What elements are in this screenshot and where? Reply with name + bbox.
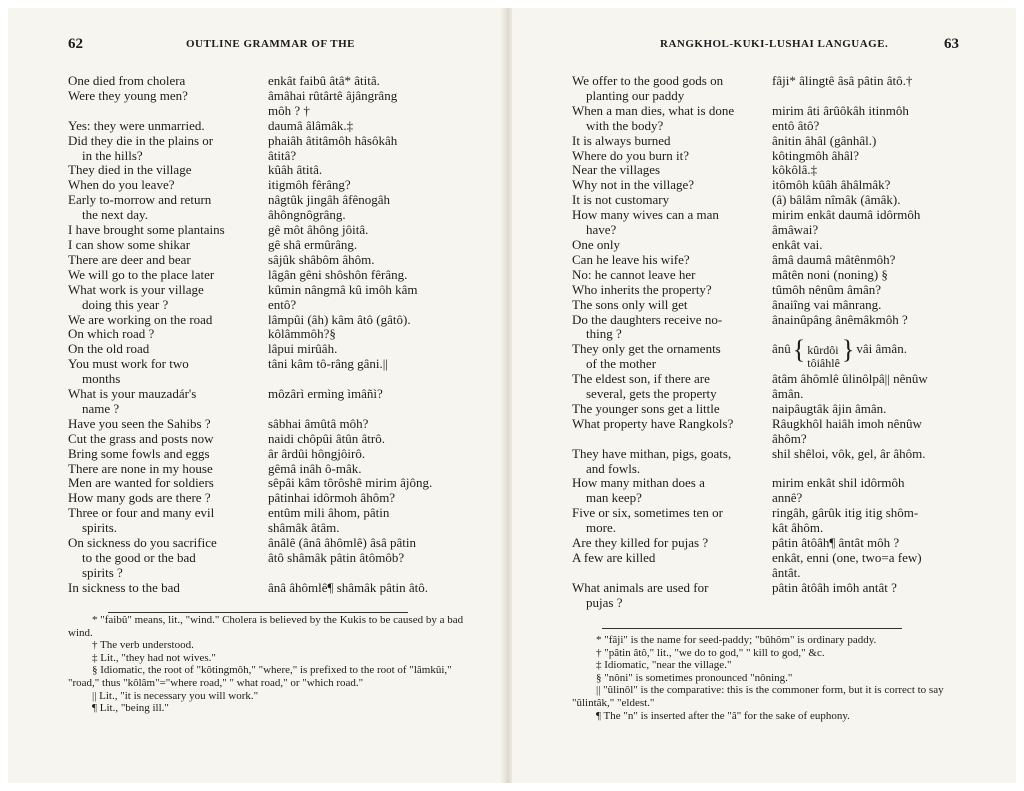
phrase-row <box>572 432 972 447</box>
english-phrase: In sickness to the bad <box>68 579 180 595</box>
footnote-rule <box>602 628 902 629</box>
phrase-row <box>572 596 972 611</box>
translation: ânaiîng vai mânrang. <box>772 296 882 312</box>
phrase-row <box>572 536 972 551</box>
translation <box>772 462 964 477</box>
phrase-row <box>68 447 468 462</box>
english-phrase: Near the villages <box>572 162 661 178</box>
footnote: ‡ Lit., "they had not wives." <box>92 651 216 664</box>
english-phrase: I have brought some plantains <box>68 222 225 238</box>
phrase-row <box>68 178 468 193</box>
english-phrase: pujas ? <box>586 594 623 610</box>
english-phrase: When a man dies, what is done <box>572 102 735 118</box>
footnote: * "faibû" means, lit., "wind." Cholera is believed by the Kukis to be caused by a bad wind. <box>68 614 464 639</box>
left-page <box>8 8 504 783</box>
english-phrase: Cut the grass and posts now <box>68 430 214 446</box>
running-head: RANGKHOL-KUKI-LUSHAI LANGUAGE. <box>660 38 889 50</box>
translation: âr ârdûi hôngjôirô. <box>268 445 366 461</box>
phrase-row <box>68 551 468 566</box>
english-phrase: man keep? <box>586 490 642 506</box>
phrase-row <box>572 74 972 89</box>
phrase-row <box>68 119 468 134</box>
phrase-row <box>68 193 468 208</box>
phrase-row <box>572 566 972 581</box>
english-phrase: Early to-morrow and return <box>68 192 212 208</box>
translation: âmâhai rûtârtê âjângrâng <box>268 87 398 103</box>
phrase-row <box>68 581 468 596</box>
translation: âhôm? <box>772 430 807 446</box>
english-phrase: We offer to the good gods on <box>572 73 724 88</box>
phrase-row <box>572 119 972 134</box>
english-phrase: Do the daughters receive no- <box>572 311 723 327</box>
phrase-row <box>68 462 468 477</box>
translation: itômôh kûâh âhâlmâk? <box>772 177 891 193</box>
phrase-row <box>572 447 972 462</box>
translation: kôkôlâ.‡ <box>772 162 818 178</box>
english-phrase: How many gods are there ? <box>68 490 211 506</box>
translation: mirim enkât shil idôrmôh <box>772 475 905 491</box>
translation: sâjûk shâbôm âhôm. <box>268 251 375 267</box>
english-phrase: months <box>82 371 121 387</box>
english-phrase: planting our paddy <box>586 87 685 103</box>
translation: sâbhai âmûtâ môh? <box>268 415 369 431</box>
phrase-row <box>572 313 972 328</box>
english-phrase: What work is your village <box>68 281 204 297</box>
english-phrase: The eldest son, if there are <box>572 371 710 387</box>
english-phrase: Were they young men? <box>68 87 188 103</box>
phrase-row <box>572 89 972 104</box>
english-phrase: We will go to the place later <box>68 266 215 282</box>
footnote: || Lit., "it is necessary you will work." <box>92 689 259 702</box>
translation: entûm mili âhom, pâtin <box>268 505 390 521</box>
phrase-row <box>68 417 468 432</box>
english-phrase: They have mithan, pigs, goats, <box>572 445 732 461</box>
left-brace: { <box>792 334 806 364</box>
english-phrase: On which road ? <box>68 326 155 342</box>
english-phrase <box>572 566 772 581</box>
english-phrase: I can show some shikar <box>68 236 191 252</box>
english-phrase: Where do you burn it? <box>572 147 689 163</box>
english-phrase: Who inherits the property? <box>572 281 712 297</box>
english-phrase: One only <box>572 236 621 252</box>
phrase-row <box>572 372 972 387</box>
english-phrase: We are working on the road <box>68 311 213 327</box>
phrase-row <box>68 536 468 551</box>
footnote: † The verb understood. <box>92 639 194 652</box>
brace-prefix: ânû <box>772 341 791 357</box>
translation <box>772 89 964 104</box>
brace-suffix: vâi âmân. <box>856 341 907 357</box>
phrase-row <box>572 521 972 536</box>
english-phrase: What is your mauzadár's <box>68 386 197 402</box>
english-phrase <box>68 104 268 119</box>
translation: âtitâ? <box>268 147 297 163</box>
translation: ânâlê (ânâ âhômlê) âsâ pâtin <box>268 535 416 551</box>
phrase-row <box>68 298 468 313</box>
running-head: OUTLINE GRAMMAR OF THE <box>186 38 355 50</box>
phrase-row <box>572 476 972 491</box>
phrase-row <box>572 193 972 208</box>
translation: pâtin âtôâh imôh antât ? <box>772 579 897 595</box>
footnotes <box>68 614 468 715</box>
brace-top: kûrdôi <box>807 342 839 357</box>
phrase-row <box>68 372 468 387</box>
translation: naidi chôpûi âtûn âtrô. <box>268 430 385 446</box>
translation: mirim âti ârûôkâh itinmôh <box>772 102 909 118</box>
english-phrase: How many mithan does a <box>572 475 705 491</box>
phrase-row <box>572 491 972 506</box>
phrase-row <box>572 417 972 432</box>
phrase-row <box>68 476 468 491</box>
footnote-rule <box>108 612 408 613</box>
phrase-row <box>572 134 972 149</box>
english-phrase: Yes: they were unmarried. <box>68 117 205 133</box>
phrase-row <box>68 313 468 328</box>
phrase-row <box>68 432 468 447</box>
translation: phaiâh âtitâmôh hâsôkâh <box>268 132 398 148</box>
english-phrase: spirits ? <box>82 564 123 580</box>
english-phrase: Men are wanted for soldiers <box>68 475 214 491</box>
english-phrase: A few are killed <box>572 550 656 565</box>
english-phrase: It is always burned <box>572 132 671 148</box>
page-number: 63 <box>944 36 959 52</box>
brace-bottom: tôiâhlê <box>807 355 840 370</box>
translation: âmâ daumâ mâtênmôh? <box>772 251 896 267</box>
english-phrase: The younger sons get a little <box>572 400 720 416</box>
translation: enkât, enni (one, two=a few) <box>772 550 922 565</box>
translation: itigmôh fêrâng? <box>268 177 351 193</box>
phrase-row <box>572 253 972 268</box>
translation: lâgân gêni shôshôn fêrâng. <box>268 266 408 282</box>
translation: entô âtô? <box>772 117 820 133</box>
phrase-row <box>68 104 468 119</box>
phrase-row <box>68 223 468 238</box>
english-phrase: several, gets the property <box>586 386 717 402</box>
english-phrase: in the hills? <box>82 147 143 163</box>
english-phrase: with the body? <box>586 117 664 133</box>
translation: ântât. <box>772 564 801 580</box>
phrase-row <box>572 163 972 178</box>
phrase-row <box>572 581 972 596</box>
phrase-row <box>68 283 468 298</box>
english-phrase: On the old road <box>68 341 150 357</box>
translation: pâtin âtôâh¶ ântât môh ? <box>772 535 900 551</box>
phrase-row <box>68 268 468 283</box>
page-number: 62 <box>68 36 83 52</box>
phrase-row <box>572 402 972 417</box>
phrase-row <box>68 506 468 521</box>
translation: mirim enkât daumâ idôrmôh <box>772 207 921 223</box>
phrase-row <box>572 327 972 342</box>
translation: âtô shâmâk pâtin âtômôb? <box>268 550 405 565</box>
translation: nâgtûk jingâh âfênogâh <box>268 192 391 208</box>
translation <box>268 566 460 581</box>
english-phrase: and fowls. <box>586 460 641 476</box>
translation: (â) bâlâm nîmâk (âmâk). <box>772 192 901 208</box>
english-phrase: Bring some fowls and eggs <box>68 445 210 461</box>
translation: gêmâ inâh ô-mâk. <box>268 460 362 476</box>
english-phrase: Three or four and many evil <box>68 505 215 521</box>
phrase-list <box>572 74 972 611</box>
footnote: * "fâji" is the name for seed-paddy; "bûhôm" is ordinary paddy. <box>596 634 877 646</box>
english-phrase: the next day. <box>82 207 148 223</box>
english-phrase: Have you seen the Sahibs ? <box>68 415 211 431</box>
translation <box>268 372 460 387</box>
translation: entô? <box>268 296 297 312</box>
phrase-row <box>68 327 468 342</box>
phrase-row <box>68 387 468 402</box>
translation: naipâugtâk âjin âmân. <box>772 400 887 416</box>
phrase-row <box>572 149 972 164</box>
english-phrase: There are none in my house <box>68 460 213 476</box>
phrase-row <box>68 238 468 253</box>
phrase-row <box>68 342 468 357</box>
english-phrase: thing ? <box>586 326 622 342</box>
english-phrase: more. <box>586 520 616 536</box>
translation: shâmâk âtâm. <box>268 520 340 536</box>
translation: Râugkhôl haiâh imoh nênûw <box>772 415 922 431</box>
translation: môh ? † <box>268 102 310 118</box>
phrase-row <box>572 298 972 313</box>
english-phrase: They died in the village <box>68 162 192 178</box>
phrase-row <box>572 223 972 238</box>
translation: kât âhôm. <box>772 520 824 536</box>
translation: kôlâmmôh?§ <box>268 326 336 342</box>
english-phrase: of the mother <box>586 356 657 372</box>
footnote: ‡ Idiomatic, "near the village." <box>596 659 732 672</box>
translation: âmâwai? <box>772 222 819 238</box>
translation: gê môt âhông jôitâ. <box>268 222 369 238</box>
phrase-row <box>68 357 468 372</box>
phrase-row <box>68 566 468 581</box>
phrase-row <box>572 551 972 566</box>
translation: lâmpûi (âh) kâm âtô (gâtô). <box>268 311 411 327</box>
translation: ânainûpâng ânêmâkmôh ? <box>772 311 908 327</box>
translation: tâni kâm tô-râng gâni.|| <box>268 356 389 372</box>
english-phrase: Why not in the village? <box>572 177 695 193</box>
english-phrase: On sickness do you sacrifice <box>68 535 217 551</box>
phrase-row <box>68 402 468 417</box>
english-phrase: to the good or the bad <box>82 550 196 565</box>
phrase-row <box>68 74 468 89</box>
translation: lâpui mirûâh. <box>268 341 338 357</box>
english-phrase: Can he leave his wife? <box>572 251 690 267</box>
phrase-row <box>572 357 972 372</box>
english-phrase: When do you leave? <box>68 177 175 193</box>
phrase-row <box>572 283 972 298</box>
translation: ânâ âhômlê¶ shâmâk pâtin âtô. <box>268 579 429 595</box>
translation: ânitin âhâl (gânhâl.) <box>772 132 877 148</box>
english-phrase: name ? <box>82 400 120 416</box>
english-phrase: doing this year ? <box>82 296 169 312</box>
english-phrase: Did they die in the plains or <box>68 132 214 148</box>
english-phrase: Are they killed for pujas ? <box>572 535 709 551</box>
english-phrase: One died from cholera <box>68 73 186 88</box>
phrase-row <box>572 268 972 283</box>
translation <box>772 596 964 611</box>
phrase-row <box>572 238 972 253</box>
translation: gê shâ ermûrâng. <box>268 236 358 252</box>
english-phrase <box>572 432 772 447</box>
translation: mâtên noni (noning) § <box>772 266 888 282</box>
phrase-row <box>68 253 468 268</box>
phrase-row <box>68 521 468 536</box>
translation: âhôngnôgrâng. <box>268 207 346 223</box>
footnotes <box>572 634 976 722</box>
english-phrase: spirits. <box>82 520 118 536</box>
translation: sêpâi kâm tôrôshê mirim âjông. <box>268 475 433 491</box>
english-phrase: What property have Rangkols? <box>572 415 734 431</box>
footnote: § Idiomatic, the root of "kôtingmôh," "where," is prefixed to the root of "lâmkûi," "road," thus "kôlâm"="where road," " what road," or "which road." <box>68 664 452 689</box>
phrase-list <box>68 74 468 596</box>
footnote: † "pâtin âtô," lit., "we do to god," " kill to god," &c. <box>596 646 825 659</box>
translation: kûmin nângmâ kû imôh kâm <box>268 281 418 297</box>
translation: âmân. <box>772 386 804 402</box>
footnote: || "ûlinôl" is the comparative: this is the commoner form, but it is correct to say "ûlintâk," "eldest." <box>572 684 944 709</box>
translation: ringâh, gârûk itig itig shôm- <box>772 505 919 521</box>
translation: môzârì ermìng ìmâñì? <box>268 386 383 402</box>
translation: annê? <box>772 490 803 506</box>
footnote: § "nôni" is sometimes pronounced "nôning." <box>596 671 793 684</box>
phrase-row <box>572 104 972 119</box>
english-phrase: No: he cannot leave her <box>572 266 696 282</box>
phrase-row <box>68 491 468 506</box>
phrase-row <box>68 89 468 104</box>
phrase-row <box>68 134 468 149</box>
english-phrase: You must work for two <box>68 356 189 372</box>
translation: kôtingmôh âhâl? <box>772 147 860 163</box>
right-page <box>512 8 1016 783</box>
phrase-row <box>68 208 468 223</box>
translation <box>772 357 964 372</box>
footnote: ¶ The "n" is inserted after the "â" for the sake of euphony. <box>596 709 850 722</box>
phrase-row <box>68 163 468 178</box>
translation: pâtinhai idôrmoh âhôm? <box>268 490 396 506</box>
phrase-row <box>572 178 972 193</box>
footnote: ¶ Lit., "being ill." <box>92 702 169 715</box>
phrase-row <box>572 387 972 402</box>
english-phrase: What animals are used for <box>572 579 709 595</box>
phrase-row <box>572 208 972 223</box>
english-phrase: There are deer and bear <box>68 251 191 267</box>
translation <box>268 402 460 417</box>
english-phrase: They only get the ornaments <box>572 341 721 357</box>
translation: fâji* âlingtê âsâ pâtin âtô.† <box>772 73 913 88</box>
english-phrase: How many wives can a man <box>572 207 719 223</box>
english-phrase: The sons only will get <box>572 296 688 312</box>
english-phrase: Five or six, sometimes ten or <box>572 505 723 521</box>
translation: enkât faibû âtâ* âtitâ. <box>268 73 380 88</box>
phrase-row <box>572 462 972 477</box>
right-brace: } <box>841 334 855 364</box>
translation <box>772 334 964 370</box>
translation: kûâh âtitâ. <box>268 162 323 178</box>
english-phrase: It is not customary <box>572 192 670 208</box>
english-phrase: have? <box>586 222 617 238</box>
translation: âtâm âhômlê ûlinôlpâ|| nênûw <box>772 371 928 387</box>
translation: daumâ âlâmâk.‡ <box>268 117 354 133</box>
phrase-row <box>572 506 972 521</box>
translation: shil shêloi, vôk, gel, âr âhôm. <box>772 445 926 461</box>
phrase-row <box>68 149 468 164</box>
translation: enkât vai. <box>772 236 823 252</box>
translation: tûmôh nênûm âmân? <box>772 281 882 297</box>
